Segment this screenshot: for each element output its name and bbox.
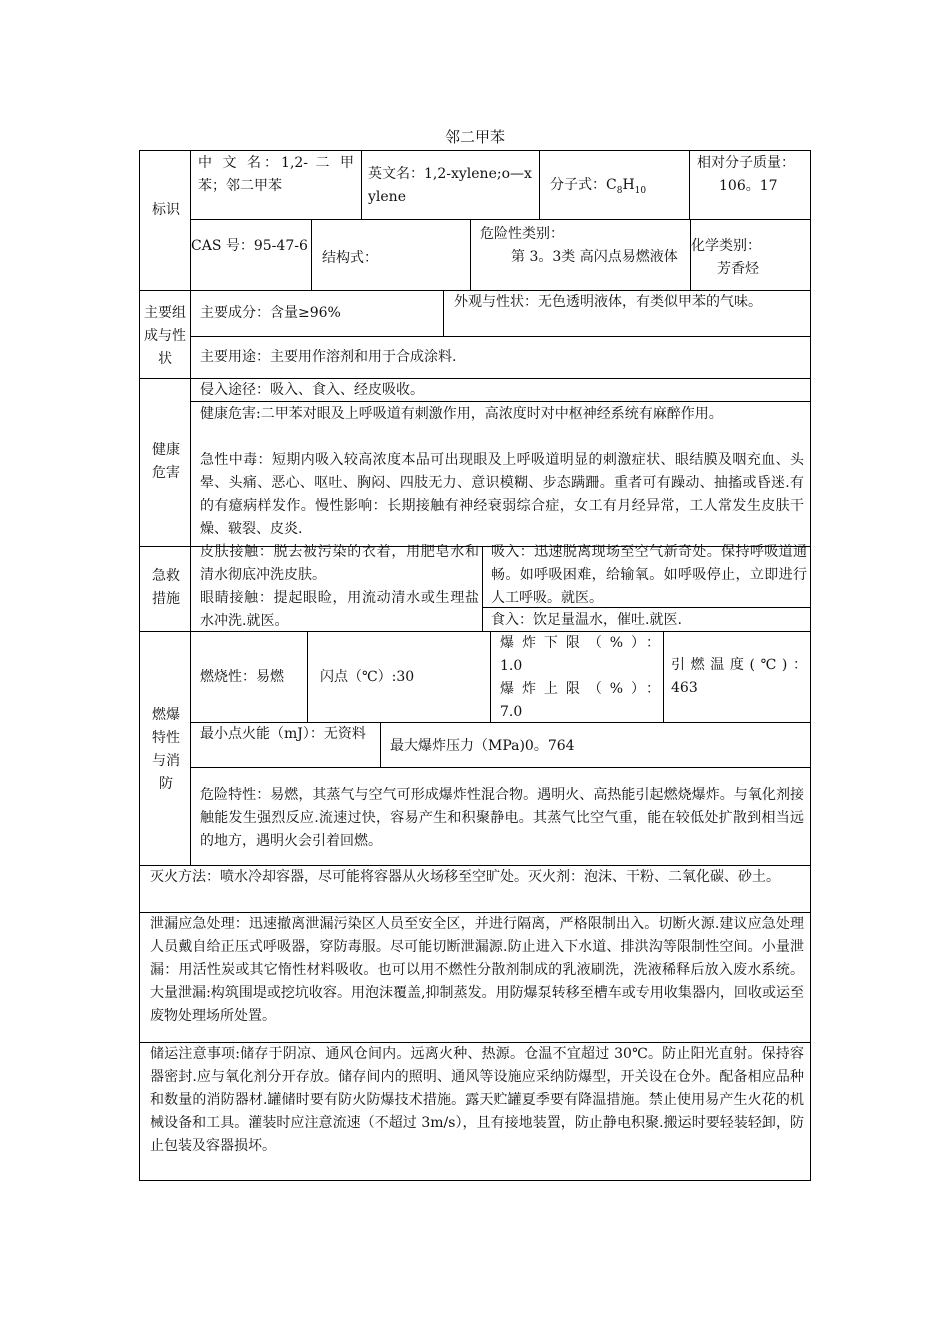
rule — [539, 151, 540, 219]
section-label-fire: 燃爆特性与消防 — [152, 707, 180, 792]
section-label-first-aid: 急救措施 — [152, 568, 180, 607]
ingestion: 食入：饮足量温水，催吐.就医. — [491, 612, 682, 628]
rule — [190, 767, 811, 768]
invasion-route: 侵入途径：吸入、食入、经皮吸收。 — [200, 382, 424, 398]
min-ignition-energy: 最小点火能（mJ）：无资料 — [200, 726, 366, 742]
ignition-temperature — [671, 654, 807, 700]
rule — [443, 290, 444, 336]
rule — [490, 631, 491, 722]
molecular-weight-label: 相对分子质量： — [697, 155, 795, 171]
hazard-class — [480, 223, 688, 269]
section-label-identification: 标识 — [152, 202, 180, 218]
rule — [190, 151, 191, 865]
hazard-properties: 危险特性：易燃，其蒸气与空气可形成爆炸性混合物。遇明火、高热能引起燃烧爆炸。与氧化剂接触能发生强烈反应.流速过快，容易产生和积聚静电。其蒸气比空气重，能在较低处扩散到相当远的地方，遇明火会引着回燃。 — [200, 787, 804, 849]
rule — [689, 151, 690, 219]
uel-value: 7.0 — [500, 704, 523, 720]
molecular-formula — [550, 174, 685, 203]
inhalation: 吸入：迅速脱离现场至空气新奇处。保持呼吸道通畅。如呼吸困难，给输氧。如呼吸停止，立即进行人工呼吸。就医。 — [491, 544, 807, 606]
formula-prefix: 分子式：C — [550, 177, 617, 193]
cas-number: CAS 号：95-47-6 — [191, 238, 308, 254]
rule — [663, 631, 664, 722]
ignition-temperature-label: 引燃温度(℃)： — [671, 657, 807, 673]
formula-subscript-c: 8 — [616, 185, 623, 196]
rule — [307, 631, 308, 722]
lel-value: 1.0 — [500, 658, 523, 674]
main-component: 主要成分：含量≥96% — [200, 305, 341, 321]
section-label-composition: 主要组成与性状 — [144, 305, 186, 367]
formula-subscript-h: 10 — [634, 185, 647, 196]
molecular-weight — [697, 151, 807, 198]
rule — [361, 151, 362, 219]
chemical-class-label: 化学类别： — [691, 238, 761, 254]
acute-poisoning: 急性中毒：短期内吸入较高浓度本品可出现眼及上呼吸道明显的刺激症状、眼结膜及咽充血、头晕、头痛、恶心、呕吐、胸闷、四肢无力、意识模糊、步态蹒跚。重者可有躁动、抽搐或昏迷.有的有癔病样发作。慢性影响：长期接触有神经衰弱综合症，女工有月经异常，工人常发生皮肤干燥、皲裂、皮炎. — [200, 452, 804, 537]
extinguishing-method: 灭火方法：喷水冷却容器，尽可能将容器从火场移至空旷处。灭火剂：泡沫、干粉、二氧化碳、砂土。 — [150, 869, 780, 885]
molecular-weight-value: 106。17 — [719, 178, 778, 194]
lel-label: 爆炸下限（%）： — [500, 635, 660, 651]
structural-formula: 结构式： — [322, 250, 378, 266]
storage-transport: 储运注意事项:储存于阴凉、通风仓间内。远离火种、热源。仓温不宜超过 30℃。防止阳光直射。保持容器密封.应与氧化剂分开存放。储存间内的照明、通风等设施应采纳防爆型，开关设在仓外。配备相应品种和数量的消防器材.罐储时要有防火防爆技术措施。露天贮罐夏季要有降温措施。禁止使用易产生火花的机械设备和工具。灌装时应注意流速（不超过 3m/s），且有接地装置，防止静电积聚.搬运时要轻装轻卸，防止包装及容器损坏。 — [150, 1046, 804, 1154]
rule — [190, 219, 811, 220]
hazard-class-value: 第 3。3类 高闪点易燃液体 — [511, 249, 678, 265]
rule — [380, 722, 381, 767]
rule — [482, 546, 483, 631]
skin-contact: 皮肤接触：脱去被污染的衣着，用肥皂水和清水彻底冲洗皮肤。 — [200, 544, 479, 583]
main-use: 主要用途：主要用作溶剂和用于合成涂料. — [200, 349, 457, 365]
rule — [311, 219, 312, 290]
page-title: 邻二甲苯 — [444, 128, 505, 146]
formula-h: H — [622, 177, 635, 193]
chinese-name: 中 文 名：1,2- 二 甲 苯；邻二甲苯 — [198, 155, 354, 194]
rule — [190, 336, 811, 337]
flash-point: 闪点（℃）:30 — [320, 669, 415, 685]
chemical-class — [691, 235, 809, 281]
english-name: 英文名：1,2-xylene;o—xylene — [368, 166, 532, 205]
msds-table — [139, 150, 811, 1181]
explosion-limits — [500, 632, 660, 724]
leak-emergency: 泄漏应急处理：迅速撤离泄漏污染区人员至安全区，并进行隔离，严格限制出入。切断火源.建议应急处理人员戴自给正压式呼吸器，穿防毒服。尽可能切断泄漏源.防止进入下水道、排洪沟等限制性空间。小量泄漏：用活性炭或其它惰性材料吸收。也可以用不燃性分散剂制成的乳液刷洗，洗液稀释后放入废水系统。大量泄漏:构筑围堤或挖坑收容。用泡沫覆盖,抑制蒸发。用防爆泵转移至槽车或专用收集器内，回收或运至废物处理场所处置。 — [150, 916, 804, 1024]
section-label-health: 健康危害 — [152, 442, 180, 481]
max-explosion-pressure: 最大爆炸压力（MPa)0。764 — [390, 738, 575, 754]
ignition-temperature-value: 463 — [671, 680, 698, 696]
eye-contact: 眼睛接触：提起眼睑，用流动清水或生理盐水冲洗.就医。 — [200, 590, 479, 629]
rule — [470, 219, 471, 290]
appearance: 外观与性状：无色透明液体，有类似甲苯的气味。 — [454, 294, 762, 310]
flammability: 燃烧性：易燃 — [200, 669, 284, 685]
uel-label: 爆炸上限（%）： — [500, 681, 660, 697]
health-hazard: 健康危害:二甲苯对眼及上呼吸道有刺激作用，高浓度时对中枢神经系统有麻醉作用。 — [200, 406, 723, 422]
chemical-class-value: 芳香烃 — [717, 261, 759, 277]
hazard-class-label: 危险性类别： — [480, 226, 564, 242]
